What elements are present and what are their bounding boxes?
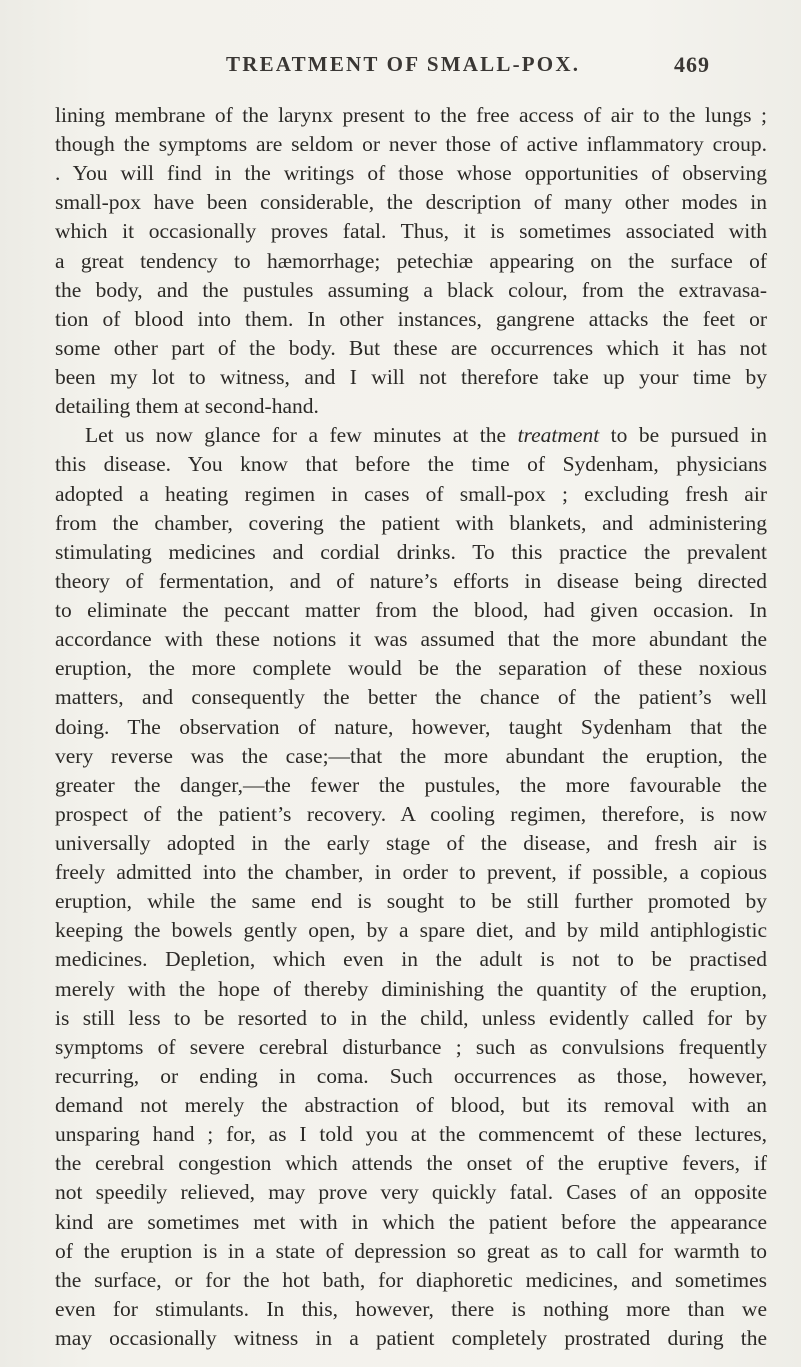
text-line: tion of blood into them. In other instances, gangrene attacks the feet or <box>55 306 767 331</box>
running-head: TREATMENT OF SMALL-POX. <box>226 52 581 76</box>
text-line: may occasionally witness in a patient completely prostrated during the <box>55 1326 767 1350</box>
text-line: medicines. Depletion, which even in the adult is not to be practised <box>55 947 767 972</box>
text-line: stimulating medicines and cordial drinks. To this practice the prevalent <box>55 539 767 564</box>
text-line: some other part of the body. But these are occurrences which it has not <box>55 335 767 360</box>
text-line: detailing them at second-hand. <box>55 394 319 419</box>
line-segment: Let us now glance for a few minutes at the <box>85 423 518 448</box>
text-line: recurring, or ending in coma. Such occurrences as those, however, <box>55 1063 767 1088</box>
text-line: greater the danger,—the fewer the pustules, the more favourable the <box>55 772 767 797</box>
text-line: though the symptoms are seldom or never those of active inflammatory croup. <box>55 132 767 157</box>
text-line: adopted a heating regimen in cases of small-pox ; excluding fresh air <box>55 481 767 506</box>
text-line: to eliminate the peccant matter from the blood, had given occasion. In <box>55 598 767 623</box>
page-header <box>0 52 801 82</box>
text-line: is still less to be resorted to in the child, unless evidently called for by <box>55 1005 767 1030</box>
text-line: . You will find in the writings of those whose opportunities of observing <box>55 161 767 186</box>
paragraph-start-line <box>85 420 767 450</box>
text-line: lining membrane of the larynx present to the free access of air to the lungs ; <box>55 103 767 127</box>
text-line: demand not merely the abstraction of blood, but its removal with an <box>55 1093 767 1118</box>
text-line: prospect of the patient’s recovery. A cooling regimen, therefore, is now <box>55 801 767 826</box>
text-line: freely admitted into the chamber, in order to prevent, if possible, a copious <box>55 860 767 885</box>
line-segment: to be pursued in <box>599 423 767 448</box>
text-line: symptoms of severe cerebral disturbance ; such as convulsions frequently <box>55 1034 767 1059</box>
text-line: from the chamber, covering the patient with blankets, and administering <box>55 510 767 535</box>
emphasis-treatment: treatment <box>517 423 600 448</box>
text-line: the surface, or for the hot bath, for diaphoretic medicines, and sometimes <box>55 1267 767 1292</box>
text-line: small-pox have been considerable, the description of many other modes in <box>55 190 767 215</box>
text-line: matters, and consequently the better the chance of the patient’s well <box>55 685 767 710</box>
text-line: unsparing hand ; for, as I told you at the commencemt of these lectures, <box>55 1122 767 1147</box>
text-line: the cerebral congestion which attends the onset of the eruptive fevers, if <box>55 1151 767 1176</box>
text-line: the body, and the pustules assuming a black colour, from the extravasa- <box>55 277 767 302</box>
text-line: eruption, while the same end is sought to be still further promoted by <box>55 889 767 914</box>
text-line: merely with the hope of thereby diminishing the quantity of the eruption, <box>55 976 767 1001</box>
text-line: theory of fermentation, and of nature’s efforts in disease being directed <box>55 568 767 593</box>
text-line: kind are sometimes met with in which the patient before the appearance <box>55 1209 767 1234</box>
text-line: been my lot to witness, and I will not therefore take up your time by <box>55 365 767 390</box>
text-line: this disease. You know that before the time of Sydenham, physicians <box>55 452 767 477</box>
text-line: of the eruption is in a state of depression so great as to call for warmth to <box>55 1238 767 1263</box>
text-line: accordance with these notions it was assumed that the more abundant the <box>55 627 767 652</box>
text-line: a great tendency to hæmorrhage; petechiæ appearing on the surface of <box>55 248 767 273</box>
text-line: even for stimulants. In this, however, there is nothing more than we <box>55 1296 767 1321</box>
text-line: eruption, the more complete would be the separation of these noxious <box>55 656 767 681</box>
text-line: doing. The observation of nature, however, taught Sydenham that the <box>55 714 767 739</box>
text-line: which it occasionally proves fatal. Thus, it is sometimes associated with <box>55 219 767 244</box>
text-line: universally adopted in the early stage of the disease, and fresh air is <box>55 830 767 855</box>
page-number: 469 <box>674 52 710 77</box>
text-line: keeping the bowels gently open, by a spare diet, and by mild antiphlogistic <box>55 918 767 943</box>
text-line: very reverse was the case;—that the more abundant the eruption, the <box>55 743 767 768</box>
text-line: not speedily relieved, may prove very quickly fatal. Cases of an opposite <box>55 1180 767 1205</box>
